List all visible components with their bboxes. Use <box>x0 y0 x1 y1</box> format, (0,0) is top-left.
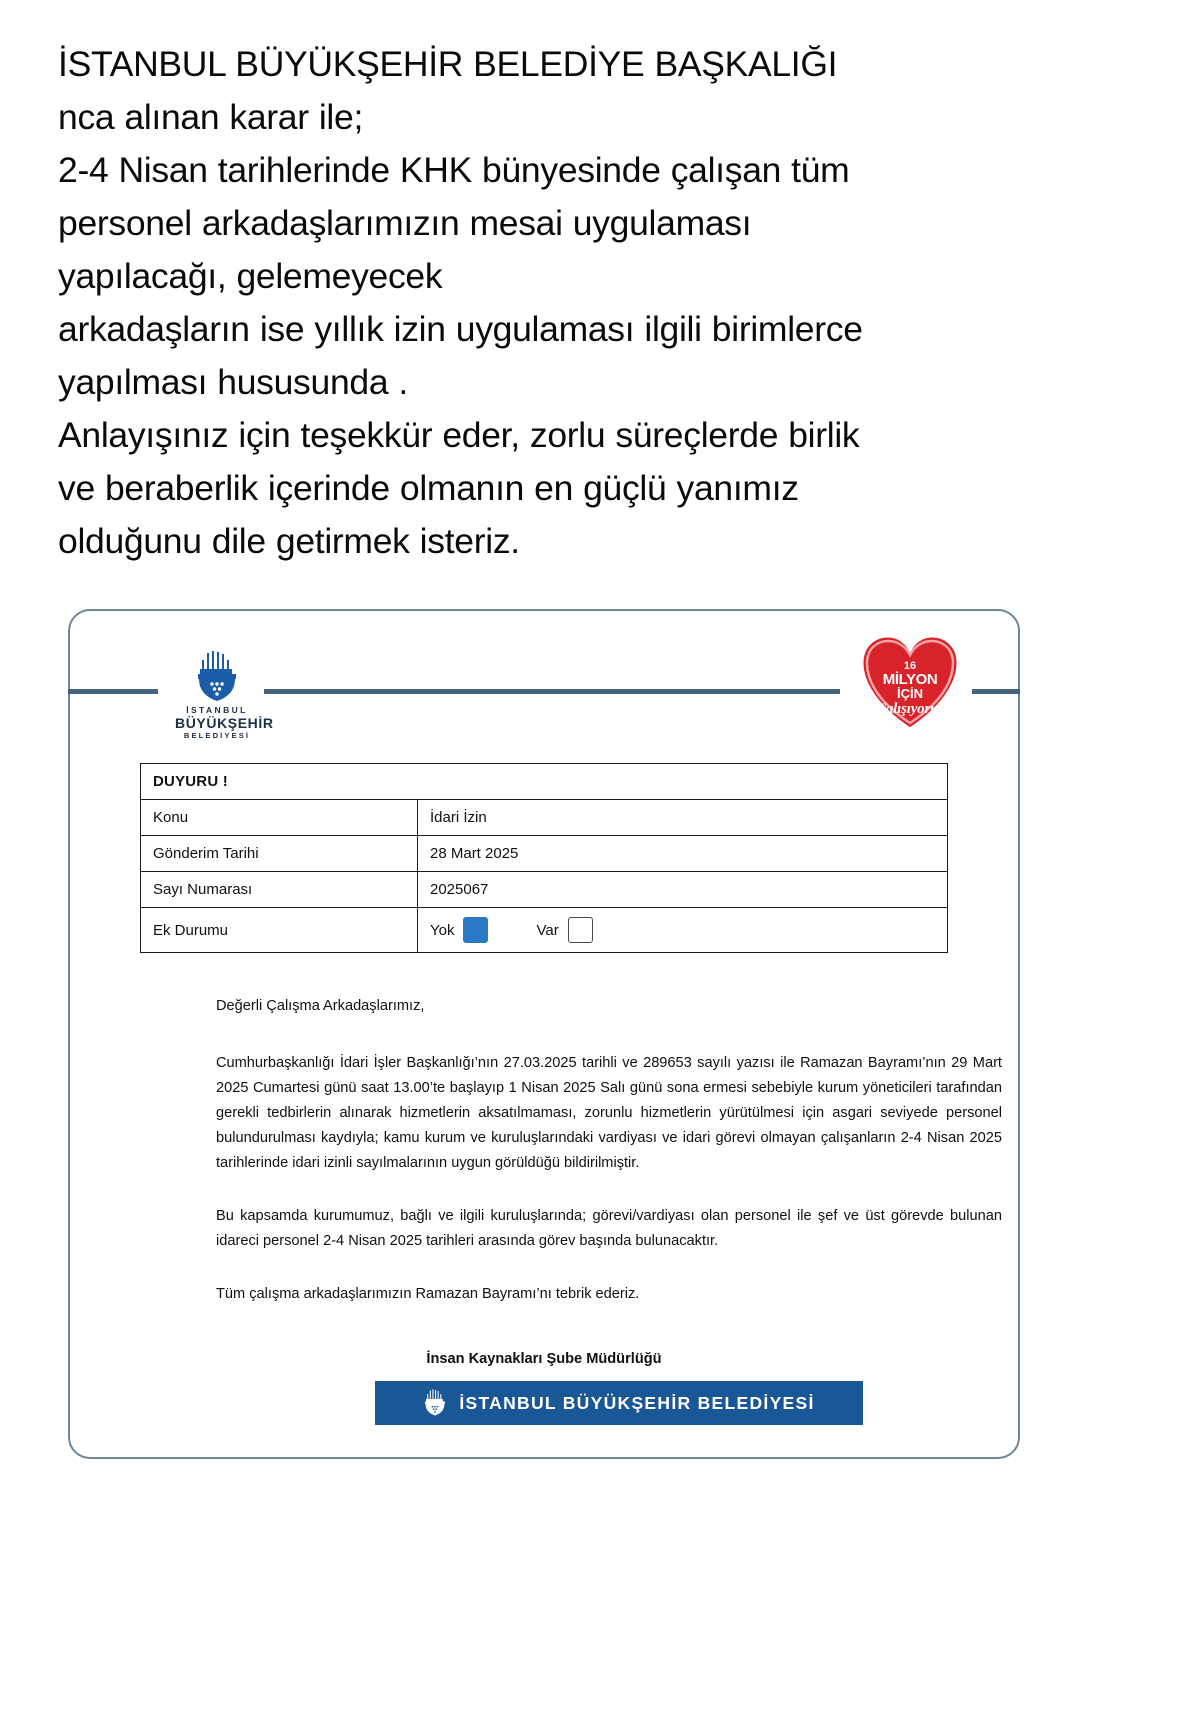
body-paragraph-3: Tüm çalışma arkadaşlarımızın Ramazan Bayramı’nı tebrik ederiz. <box>216 1286 640 1302</box>
ibb-logo-line-2: BÜYÜKŞEHİR <box>175 715 274 731</box>
intro-line-10: olduğunu dile getirmek isteriz. <box>58 521 520 561</box>
intro-line-7: yapılması hususunda . <box>58 362 408 402</box>
attachment-options <box>430 917 935 943</box>
duyuru-title: DUYURU ! <box>141 764 948 800</box>
row-label-gonderim-tarihi: Gönderim Tarihi <box>141 836 418 872</box>
table-row <box>141 872 948 908</box>
row-value-gonderim-tarihi: 28 Mart 2025 <box>418 836 948 872</box>
istanbul-tulip-logo-white-icon <box>423 1389 447 1417</box>
body-paragraph-2: Bu kapsamda kurumumuz, bağlı ve ilgili kuruluşlarında; görevi/vardiyası olan personel ile şef ve üst görevde bulunan idareci personel 2-4 Nisan 2025 tarihleri arasında görev başında bulunacaktır. <box>216 1208 1002 1249</box>
intro-line-1: İSTANBUL BÜYÜKŞEHİR BELEDİYE BAŞKALIĞI <box>58 44 838 84</box>
table-row-attachment <box>141 908 948 953</box>
document-signature: İnsan Kaynakları Şube Müdürlüğü <box>426 1351 662 1367</box>
ibb-logo-line-3: BELEDİYESİ <box>183 731 251 740</box>
ibb-logo-line-1: İSTANBUL <box>186 705 248 715</box>
row-label-konu: Konu <box>141 800 418 836</box>
istanbul-tulip-logo-icon <box>194 651 240 703</box>
row-value-ek-durumu <box>418 908 948 953</box>
heart-badge-number: 16 <box>903 660 917 672</box>
checkbox-var[interactable] <box>568 917 593 943</box>
footer-brand-bar <box>375 1381 863 1425</box>
document-body <box>216 994 1002 1335</box>
checkbox-yok[interactable] <box>463 917 488 943</box>
table-row-title <box>141 764 948 800</box>
heart-badge-icon <box>858 631 962 735</box>
heart-badge-word-milyon: MİLYON <box>882 671 938 688</box>
intro-line-2: nca alınan karar ile; <box>58 97 364 137</box>
row-label-sayi-numarasi: Sayı Numarası <box>141 872 418 908</box>
row-label-ek-durumu: Ek Durumu <box>141 908 418 953</box>
intro-line-8: Anlayışınız için teşekkür eder, zorlu süreçlerde birlik <box>58 415 860 455</box>
row-value-konu: İdari İzin <box>418 800 948 836</box>
table-row <box>141 836 948 872</box>
intro-line-3: 2-4 Nisan tarihlerinde KHK bünyesinde çalışan tüm <box>58 150 850 190</box>
announcement-intro-text <box>58 38 1058 568</box>
ibb-logo <box>173 649 274 743</box>
intro-line-9: ve beraberlik içerinde olmanın en güçlü yanımız <box>58 468 799 508</box>
option-label-yok: Yok <box>430 921 455 939</box>
body-paragraph-1: Cumhurbaşkanlığı İdari İşler Başkanlığı’nın 27.03.2025 tarihli ve 289653 sayılı yazısı ile Ramazan Bayramı’nın 29 Mart 2025 Cumartesi günü saat 13.00’te başlayıp 1 Nisan 2025 Salı günü sona ermesi sebebiyle kurum yöneticileri tarafından gerekli tedbirlerin alınarak hizmetlerin aksatılmaması, zorunlu hizmetlerin yürütülmesi için asgari seviyede personel bulundurulması kaydıyla; kamu kurum ve kuruluşlarındaki vardiyası ve idari görevi olmayan çalışanların 2-4 Nisan 2025 tarihlerinde idari izinli sayılmalarının uygun görüldüğü bildirilmiştir. <box>216 1055 1002 1171</box>
document-header <box>70 611 1018 759</box>
heart-badge-word-icin: İÇİN <box>897 686 923 701</box>
heart-badge <box>858 631 962 735</box>
intro-line-6: arkadaşların ise yıllık izin uygulaması ilgili birimlerce <box>58 309 863 349</box>
announcement-document-card <box>68 609 1020 1459</box>
intro-line-5: yapılacağı, gelemeyecek <box>58 256 443 296</box>
footer-brand-label: İSTANBUL BÜYÜKŞEHİR BELEDİYESİ <box>459 1392 815 1413</box>
table-row <box>141 800 948 836</box>
intro-line-4: personel arkadaşlarımızın mesai uygulaması <box>58 203 752 243</box>
row-value-sayi-numarasi: 2025067 <box>418 872 948 908</box>
option-label-var: Var <box>536 921 559 939</box>
heart-badge-word-calisiyoruz: Çalışıyoruz <box>876 701 944 717</box>
body-greeting: Değerli Çalışma Arkadaşlarımız, <box>216 998 425 1014</box>
announcement-info-table <box>140 763 948 953</box>
